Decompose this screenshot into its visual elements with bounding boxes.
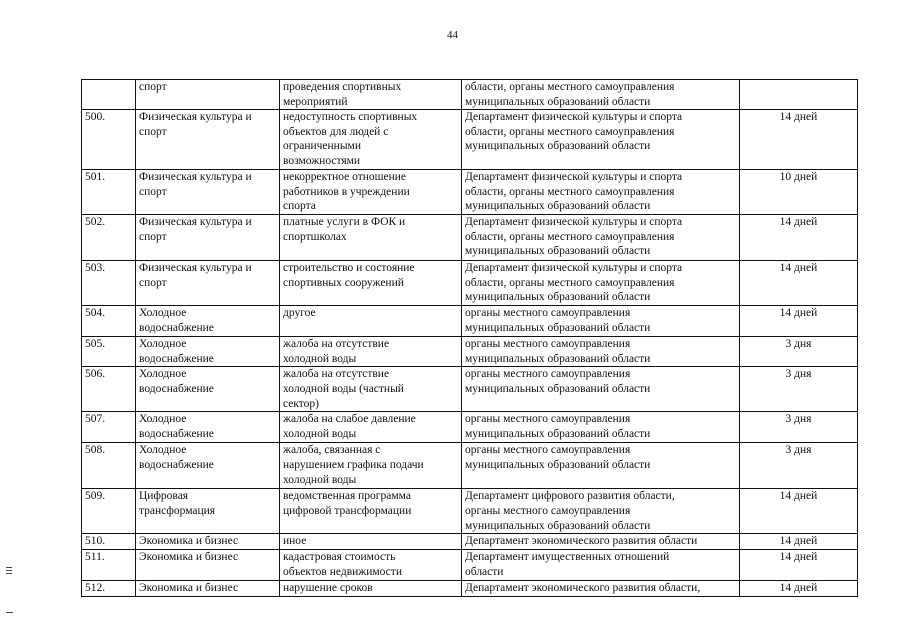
term-cell: 3 дня [740,443,858,489]
row-number: 505. [82,337,136,367]
sphere-cell: Физическая культура и спорт [136,170,280,215]
table-row [82,443,858,489]
term-cell: 3 дня [740,337,858,367]
sphere-cell: Физическая культура и спорт [136,261,280,306]
table-row [82,261,858,306]
term-cell: 3 дня [740,367,858,412]
margin-marks [6,567,14,576]
row-number: 512. [82,580,136,596]
row-number: 511. [82,550,136,580]
topic-cell: другое [280,306,462,337]
organization-cell: Департамент цифрового развития области, органы местного самоуправления муниципальных образований области [462,489,740,534]
organization-cell: органы местного самоуправления муниципальных образований области [462,367,740,412]
row-number: 507. [82,412,136,443]
sphere-cell: Физическая культура и спорт [136,110,280,170]
row-number: 503. [82,261,136,306]
sphere-cell: Экономика и бизнес [136,580,280,596]
table-row [82,306,858,337]
row-number: 508. [82,443,136,489]
term-cell: 14 дней [740,550,858,580]
table-row [82,580,858,596]
row-number: 509. [82,489,136,534]
topic-cell: ведомственная программа цифровой трансформации [280,489,462,534]
sphere-cell: спорт [136,80,280,110]
term-cell: 14 дней [740,261,858,306]
sphere-cell: Холодное водоснабжение [136,443,280,489]
table-row [82,337,858,367]
term-cell: 14 дней [740,489,858,534]
term-cell: 10 дней [740,170,858,215]
organization-cell: органы местного самоуправления муниципальных образований области [462,412,740,443]
topic-cell: жалоба на отсутствие холодной воды (частный сектор) [280,367,462,412]
table-row [82,215,858,261]
organization-cell: органы местного самоуправления муниципальных образований области [462,443,740,489]
topic-cell: некорректное отношение работников в учреждении спорта [280,170,462,215]
organization-cell: органы местного самоуправления муниципальных образований области [462,306,740,337]
organization-cell: Департамент физической культуры и спорта области, органы местного самоуправления муниципальных образований области [462,215,740,261]
sphere-cell: Экономика и бизнес [136,534,280,550]
page-number: 44 [447,29,458,41]
sphere-cell: Холодное водоснабжение [136,337,280,367]
term-cell: 14 дней [740,306,858,337]
topic-cell: кадастровая стоимость объектов недвижимости [280,550,462,580]
row-number: 504. [82,306,136,337]
sphere-cell: Холодное водоснабжение [136,306,280,337]
table-row [82,80,858,110]
organization-cell: области, органы местного самоуправления муниципальных образований области [462,80,740,110]
table-row [82,412,858,443]
organization-cell: Департамент физической культуры и спорта области, органы местного самоуправления муниципальных образований области [462,261,740,306]
row-number: 500. [82,110,136,170]
term-cell: 14 дней [740,580,858,596]
margin-mark [6,570,12,571]
topic-cell: жалоба на отсутствие холодной воды [280,337,462,367]
term-cell: 14 дней [740,215,858,261]
sphere-cell: Экономика и бизнес [136,550,280,580]
margin-mark [6,567,12,568]
organization-cell: Департамент экономического развития области, [462,580,740,596]
topic-cell: строительство и состояние спортивных сооружений [280,261,462,306]
topic-cell: нарушение сроков [280,580,462,596]
topic-cell: иное [280,534,462,550]
table-row [82,110,858,170]
term-cell: 3 дня [740,412,858,443]
sphere-cell: Цифровая трансформация [136,489,280,534]
term-cell [740,80,858,110]
organization-cell: Департамент физической культуры и спорта области, органы местного самоуправления муниципальных образований области [462,110,740,170]
topic-cell: жалоба, связанная с нарушением графика подачи холодной воды [280,443,462,489]
table-body [82,80,858,597]
appeals-table [81,79,858,597]
row-number: 506. [82,367,136,412]
organization-cell: Департамент имущественных отношений области [462,550,740,580]
topic-cell: недоступность спортивных объектов для людей с ограниченными возможностями [280,110,462,170]
row-number [82,80,136,110]
row-number: 502. [82,215,136,261]
table-row [82,489,858,534]
row-number: 510. [82,534,136,550]
organization-cell: Департамент физической культуры и спорта области, органы местного самоуправления муниципальных образований области [462,170,740,215]
topic-cell: платные услуги в ФОК и спортшколах [280,215,462,261]
sphere-cell: Холодное водоснабжение [136,367,280,412]
table-row [82,550,858,580]
table-row [82,367,858,412]
organization-cell: Департамент экономического развития области [462,534,740,550]
term-cell: 14 дней [740,110,858,170]
sphere-cell: Физическая культура и спорт [136,215,280,261]
table-row [82,170,858,215]
margin-mark [6,573,12,574]
term-cell: 14 дней [740,534,858,550]
sphere-cell: Холодное водоснабжение [136,412,280,443]
margin-tick [6,612,13,613]
row-number: 501. [82,170,136,215]
organization-cell: органы местного самоуправления муниципальных образований области [462,337,740,367]
table-row [82,534,858,550]
topic-cell: проведения спортивных мероприятий [280,80,462,110]
topic-cell: жалоба на слабое давление холодной воды [280,412,462,443]
